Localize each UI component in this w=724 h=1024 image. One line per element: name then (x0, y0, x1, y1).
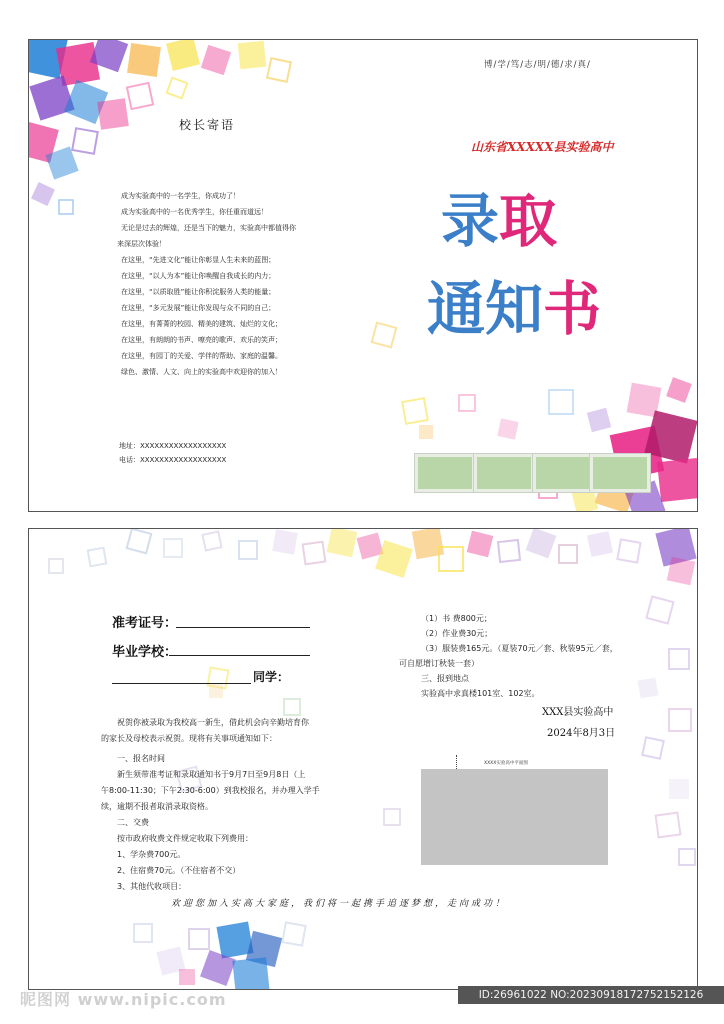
text-line: 3、其他代收项目： (117, 882, 187, 891)
title-char: 取 (499, 187, 558, 255)
section-title: 一、报名时间 (117, 754, 165, 763)
photo-slot (590, 454, 650, 492)
campus-map-image (421, 769, 608, 865)
speech-line: 在这里，“多元发展”能让你发现与众不同的自己； (121, 304, 276, 312)
photo-slot (474, 454, 534, 492)
signature-date: 2024年8月3日 (547, 728, 616, 739)
text-line: 1、学杂费700元。 (117, 850, 186, 859)
classmate-label: 同学： (253, 670, 290, 684)
fees-section (101, 815, 253, 895)
speech-line: 来深层次体验！ (117, 240, 166, 248)
fee-item: 可自愿增订秋装一套） (399, 659, 479, 668)
title-line-1 (441, 187, 558, 255)
student-name-field[interactable] (112, 683, 251, 684)
graduate-school-field[interactable] (169, 655, 310, 656)
school-address: 地址：XXXXXXXXXXXXXXXXXX (119, 442, 227, 450)
exam-id-field[interactable] (176, 627, 310, 628)
speech-line: 成为实验高中的一名优秀学生，你任重而道远！ (121, 208, 268, 216)
section-title: 三、报到地点 (421, 674, 469, 683)
text-line: 的家长及母校表示祝贺。现将有关事项通知如下： (101, 734, 277, 743)
section-title: 二、交费 (117, 818, 149, 827)
text-line: 午8:00-11:30；下午2:30-6:00）到我校报名，并办理入学手 (101, 786, 320, 795)
graduate-school-label: 毕业学校： (112, 645, 178, 660)
map-marker (456, 755, 458, 769)
welcome-slogan: 欢迎您加入实高大家庭，我们将一起携手追逐梦想，走向成功！ (171, 899, 508, 909)
report-location: 实验高中求真楼101室、102室。 (421, 689, 540, 698)
watermark-left: 昵图网 www.nipic.com (20, 990, 227, 1009)
principal-message-title: 校长寄语 (179, 118, 236, 132)
speech-line: 在这里，“先进文化”能让你彰显人生未来的蓝图； (121, 256, 276, 264)
speech-line: 在这里，“以质取胜”能让你积淀服务人类的能量； (121, 288, 276, 296)
registration-section (101, 751, 320, 815)
school-motto: 博/学/笃/志/明/德/求/真/ (484, 60, 591, 70)
text-line: 新生须带准考证和录取通知书于9月7日至9月8日（上 (117, 770, 306, 779)
signature-school: XXX县实验高中 (542, 707, 614, 718)
title-char: 录 (441, 187, 500, 255)
exam-id-label: 准考证号： (112, 616, 178, 631)
title-char: 通 (427, 275, 486, 343)
speech-line: 在这里，有园丁的关爱、学伴的帮助、家庭的温馨。 (121, 352, 282, 360)
fee-details (399, 611, 618, 701)
campus-map-caption: XXXX实验高中平面图 (484, 761, 528, 766)
text-line: 祝贺你被录取为我校高一新生，借此机会向辛勤培育你 (117, 718, 309, 727)
photo-slot (533, 454, 593, 492)
title-char: 书 (543, 275, 602, 343)
speech-line: 在这里，有菁菁的校园、精美的建筑、灿烂的文化； (121, 320, 282, 328)
congratulations-paragraph (101, 715, 309, 747)
photo-slot (415, 454, 475, 492)
notice-panel (28, 528, 698, 990)
school-name: 山东省XXXXX县实验高中 (471, 140, 614, 154)
text-line: 续，逾期不报者取消录取资格。 (101, 802, 213, 811)
text-line: 2、住宿费70元。（不住宿者不交） (117, 866, 241, 875)
cover-panel (28, 39, 698, 512)
text-line: 按市政府收费文件规定收取下列费用： (117, 834, 253, 843)
fee-item: （3）服装费165元。（夏装70元／套、秋装95元／套， (421, 644, 618, 653)
speech-line: 在这里，“以人为本”能让你唤醒自我成长的内力； (121, 272, 276, 280)
fee-item: （1）书 费800元； (421, 614, 492, 623)
speech-line: 在这里，有朗朗的书声、嘹亮的歌声、欢乐的笑声； (121, 336, 282, 344)
fee-item: （2）作业费30元； (421, 629, 493, 638)
speech-line: 成为实验高中的一名学生，你成功了！ (121, 192, 240, 200)
watermark-right: ID:26961022 NO:20230918172752152126 (458, 986, 724, 1004)
title-char: 知 (485, 275, 544, 343)
speech-line: 绿色、激情、人文、向上的实验高中欢迎你的加入！ (121, 368, 282, 376)
speech-line: 无论是过去的辉煌，还是当下的魅力，实验高中都值得你 (121, 224, 296, 232)
school-phone: 电话：XXXXXXXXXXXXXXXXXX (119, 456, 227, 464)
principal-speech (117, 188, 296, 380)
title-line-2 (427, 275, 602, 343)
